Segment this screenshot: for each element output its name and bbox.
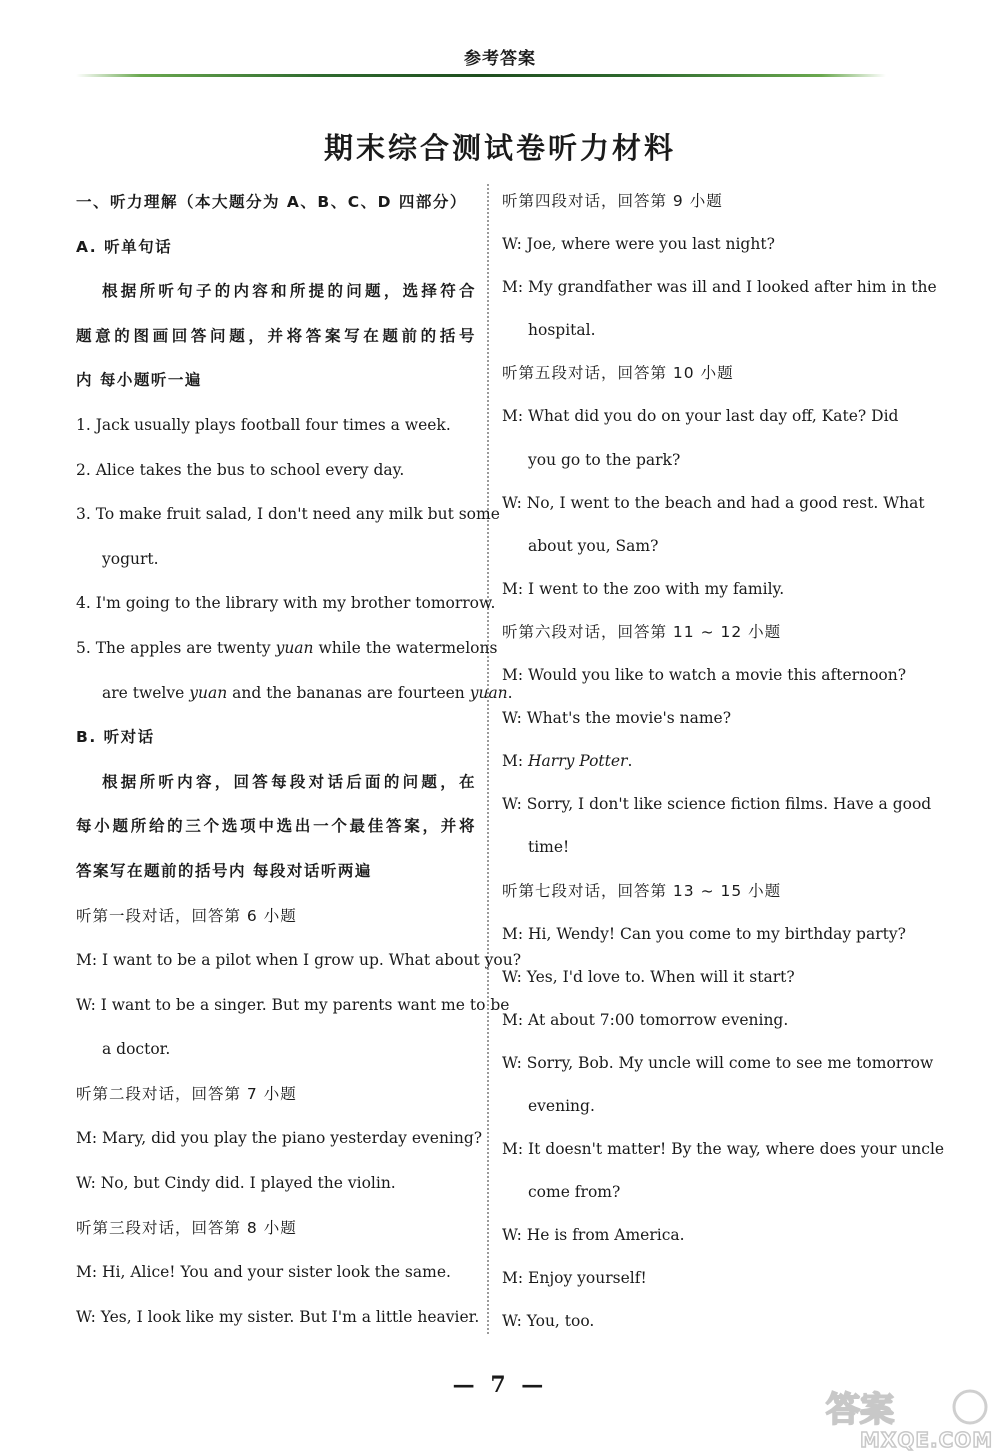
sentence-5-cont bbox=[76, 671, 513, 716]
sentence-3: 3. To make fruit salad, I don't need any milk but some bbox=[76, 505, 500, 524]
dialogue-line: W: I want to be a singer. But my parents want me to be bbox=[76, 995, 510, 1014]
dialogue-line: M: My grandfather was ill and I looked after him in the bbox=[502, 278, 937, 297]
part-b-instruction-line: 根据所听内容，回答每段对话后面的问题，在 bbox=[102, 772, 476, 791]
dialogue-line: W: You, too. bbox=[502, 1312, 595, 1331]
dialogue-line: M: I went to the zoo with my family. bbox=[502, 579, 785, 598]
dialogue-heading: 听第一段对话，回答第 6 小题 bbox=[76, 906, 297, 925]
dialogue-line: W: Joe, where were you last night? bbox=[502, 235, 775, 254]
watermark-bottom-text: MXQE.COM bbox=[860, 1428, 994, 1452]
watermark-ring bbox=[954, 1391, 986, 1423]
watermark-logo bbox=[820, 1385, 994, 1452]
dialogue-line: W: What's the movie's name? bbox=[502, 709, 732, 728]
dialogue-line-cont: hospital. bbox=[528, 321, 596, 340]
part-a-instruction-line: 根据所听句子的内容和所提的问题，选择符合 bbox=[102, 282, 476, 301]
part-b-instruction-line: 每小题所给的三个选项中选出一个最佳答案，并将 bbox=[76, 817, 476, 836]
page-number: — 7 — bbox=[452, 1372, 548, 1398]
dialogue-line: W: He is from America. bbox=[502, 1226, 685, 1245]
dialogue-line-cont: evening. bbox=[528, 1096, 595, 1115]
dialogue-line-cont: time! bbox=[528, 838, 570, 857]
part-a-instruction-line: 内 每小题听一遍 bbox=[76, 371, 202, 390]
dialogue-heading: 听第三段对话，回答第 8 小题 bbox=[76, 1218, 297, 1237]
text-span: are twelve bbox=[102, 683, 190, 702]
dialogue-line: M: It doesn't matter! By the way, where does your uncle bbox=[502, 1140, 945, 1159]
part-b-instruction-line: 答案写在题前的括号内 每段对话听两遍 bbox=[76, 861, 372, 880]
dialogue-line-cont: you go to the park? bbox=[528, 450, 681, 469]
text-span: M: bbox=[502, 752, 529, 771]
dialogue-line: M: Enjoy yourself! bbox=[502, 1269, 647, 1288]
dialogue-heading: 听第二段对话，回答第 7 小题 bbox=[76, 1084, 297, 1103]
left-column bbox=[76, 180, 522, 1339]
sentence-4: 4. I'm going to the library with my brother tomorrow. bbox=[76, 594, 496, 613]
dialogue-heading: 听第五段对话，回答第 10 小题 bbox=[502, 364, 734, 383]
italic-title: Harry Potter bbox=[528, 752, 628, 771]
dialogue-heading: 听第七段对话，回答第 13 ~ 15 小题 bbox=[502, 881, 782, 900]
part-a-title: A. 听单句话 bbox=[76, 237, 173, 256]
sentence-5 bbox=[76, 626, 498, 671]
dialogue-line: W: Sorry, Bob. My uncle will come to see me tomorrow bbox=[502, 1053, 934, 1072]
header-rule bbox=[76, 74, 886, 77]
dialogue-line: M: Would you like to watch a movie this afternoon? bbox=[502, 666, 907, 685]
running-header: 参考答案 bbox=[464, 49, 536, 69]
text-span: 5. The apples are twenty bbox=[76, 638, 276, 657]
sentence-2: 2. Alice takes the bus to school every day. bbox=[76, 460, 405, 479]
sentence-3-cont: yogurt. bbox=[102, 549, 159, 568]
dialogue-line: M: What did you do on your last day off, Kate? Did bbox=[502, 407, 899, 426]
dialogue-line: W: Yes, I'd love to. When will it start? bbox=[502, 967, 795, 986]
text-span: . bbox=[627, 752, 633, 771]
dialogue-heading: 听第四段对话，回答第 9 小题 bbox=[502, 192, 723, 210]
text-span: . bbox=[507, 683, 513, 702]
text-span: and the bananas are fourteen bbox=[227, 683, 470, 702]
dialogue-line: M: At about 7:00 tomorrow evening. bbox=[502, 1010, 789, 1029]
dialogue-line: W: Yes, I look like my sister. But I'm a little heavier. bbox=[76, 1307, 480, 1326]
dialogue-line bbox=[502, 740, 904, 783]
dialogue-line: W: No, I went to the beach and had a good rest. What bbox=[502, 493, 925, 512]
watermark-top-text: 答案 bbox=[826, 1390, 894, 1430]
part-b-title: B. 听对话 bbox=[76, 728, 155, 747]
dialogue-line: M: Mary, did you play the piano yesterday evening? bbox=[76, 1129, 483, 1148]
dialogue-line: M: I want to be a pilot when I grow up. What about you? bbox=[76, 951, 522, 970]
dialogue-heading: 听第六段对话，回答第 11 ~ 12 小题 bbox=[502, 622, 782, 641]
sentence-1: 1. Jack usually plays football four times a week. bbox=[76, 415, 451, 434]
italic-word: yuan bbox=[275, 638, 314, 657]
dialogue-line-cont: a doctor. bbox=[102, 1040, 171, 1059]
dialogue-line: W: Sorry, I don't like science fiction films. Have a good bbox=[502, 795, 932, 814]
dialogue-line: M: Hi, Alice! You and your sister look the same. bbox=[76, 1263, 451, 1282]
section-heading: 一、听力理解（本大题分为 A、B、C、D 四部分） bbox=[76, 193, 467, 211]
dialogue-line: M: Hi, Wendy! Can you come to my birthday party? bbox=[502, 924, 906, 943]
right-column bbox=[502, 180, 945, 1344]
dialogue-line: W: No, but Cindy did. I played the violin. bbox=[76, 1174, 396, 1193]
column-divider bbox=[487, 184, 489, 1334]
page-title: 期末综合测试卷听力材料 bbox=[323, 131, 676, 165]
dialogue-line-cont: come from? bbox=[528, 1183, 621, 1202]
italic-word: yuan bbox=[469, 683, 508, 702]
dialogue-line-cont: about you, Sam? bbox=[528, 536, 659, 555]
italic-word: yuan bbox=[189, 683, 228, 702]
text-span: while the watermelons bbox=[313, 638, 498, 657]
part-a-instruction-line: 题意的图画回答问题，并将答案写在题前的括号 bbox=[76, 326, 476, 345]
